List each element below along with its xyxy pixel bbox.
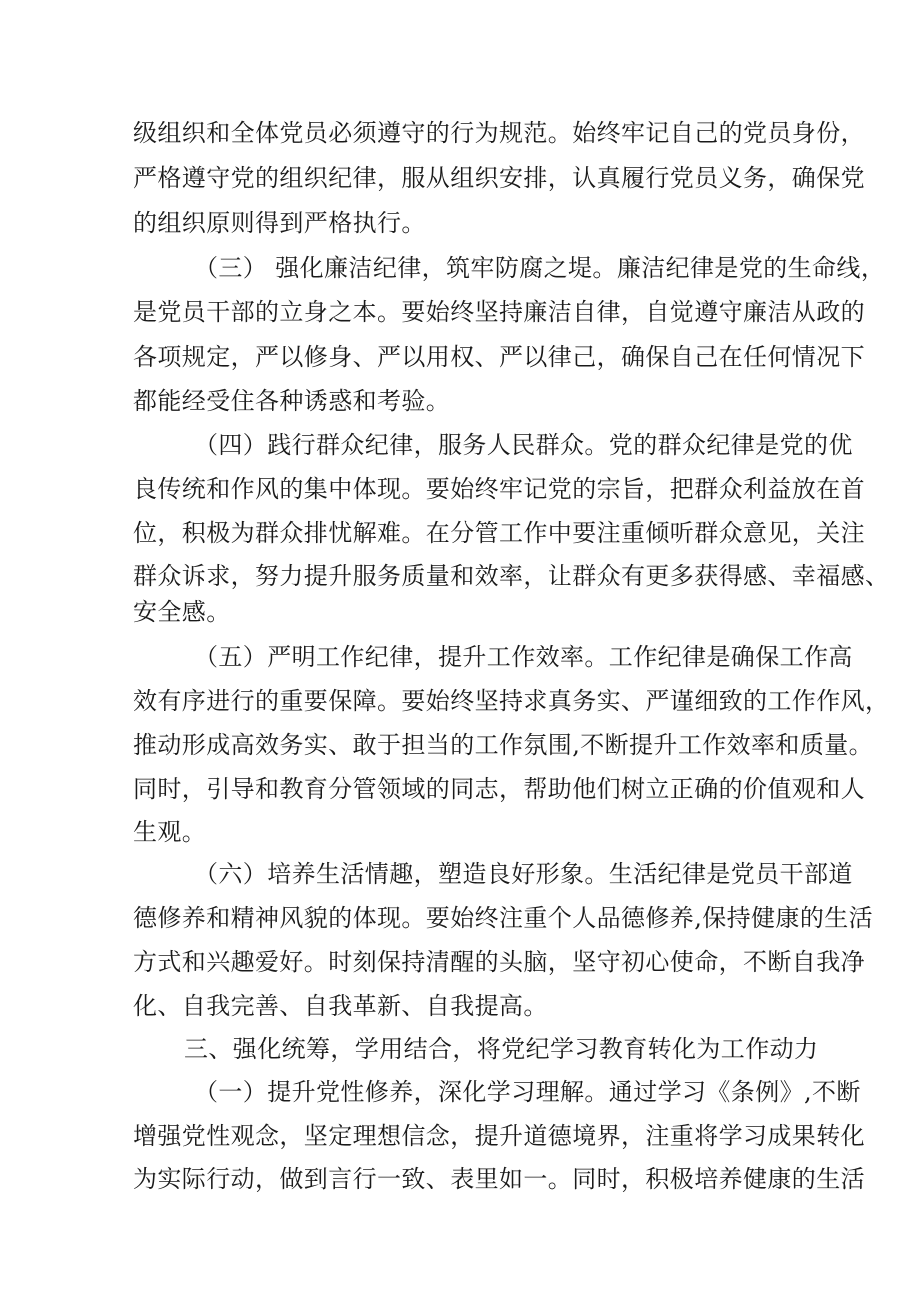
text-line: 生观。 [133, 818, 207, 846]
text-line: 安全感。 [133, 598, 231, 626]
text-line: （五）严明工作纪律，提升工作效率。工作纪律是确保工作高 [194, 643, 853, 671]
text-line: 群众诉求，努力提升服务质量和效率，让群众有更多获得感、幸福感、 [133, 562, 890, 590]
text-line: 效有序进行的重要保障。要始终坚持求真务实、严谨细致的工作作风， [133, 687, 890, 715]
text-line: （三） 强化廉洁纪律，筑牢防腐之堤。廉洁纪律是党的生命线， [194, 254, 886, 282]
text-line: 的组织原则得到严格执行。 [133, 209, 426, 237]
text-line: 都能经受住各种诱惑和考验。 [133, 387, 451, 415]
text-line: 化、自我完善、自我革新、自我提高。 [133, 992, 548, 1020]
text-line: 位，积极为群众排忧解难。在分管工作中要注重倾听群众意见，关注 [133, 519, 865, 547]
text-line: （六）培养生活情趣，塑造良好形象。生活纪律是党员干部道 [194, 860, 853, 888]
text-line: 各项规定，严以修身、严以用权、严以律己，确保自己在任何情况下 [133, 343, 865, 371]
text-line: 是党员干部的立身之本。要始终坚持廉洁自律，自觉遵守廉洁从政的 [133, 298, 865, 326]
text-line: （一）提升党性修养，深化学习理解。通过学习《条例》,不断 [194, 1078, 861, 1106]
text-line: 严格遵守党的组织纪律，服从组织安排，认真履行党员义务，确保党 [133, 164, 865, 192]
text-line: 增强党性观念，坚定理想信念，提升道德境界，注重将学习成果转化 [133, 1122, 865, 1150]
text-line: 同时，引导和教育分管领域的同志，帮助他们树立正确的价值观和人 [133, 775, 865, 803]
text-line: 推动形成高效务实、敢于担当的工作氛围,不断提升工作效率和质量。 [133, 731, 874, 759]
section-heading: 三、强化统筹，学用结合，将党纪学习教育转化为工作动力 [184, 1035, 819, 1063]
text-line: 良传统和作风的集中体现。要始终牢记党的宗旨，把群众利益放在首 [133, 475, 865, 503]
text-line: 为实际行动，做到言行一致、表里如一。同时，积极培养健康的生活 [133, 1165, 865, 1193]
text-line: 级组织和全体党员必须遵守的行为规范。始终牢记自己的党员身份， [133, 119, 865, 147]
text-line: （四）践行群众纪律，服务人民群众。党的群众纪律是党的优 [194, 431, 853, 459]
text-line: 德修养和精神风貌的体现。要始终注重个人品德修养,保持健康的生活 [133, 904, 874, 932]
text-line: 方式和兴趣爱好。时刻保持清醒的头脑，坚守初心使命，不断自我净 [133, 948, 865, 976]
